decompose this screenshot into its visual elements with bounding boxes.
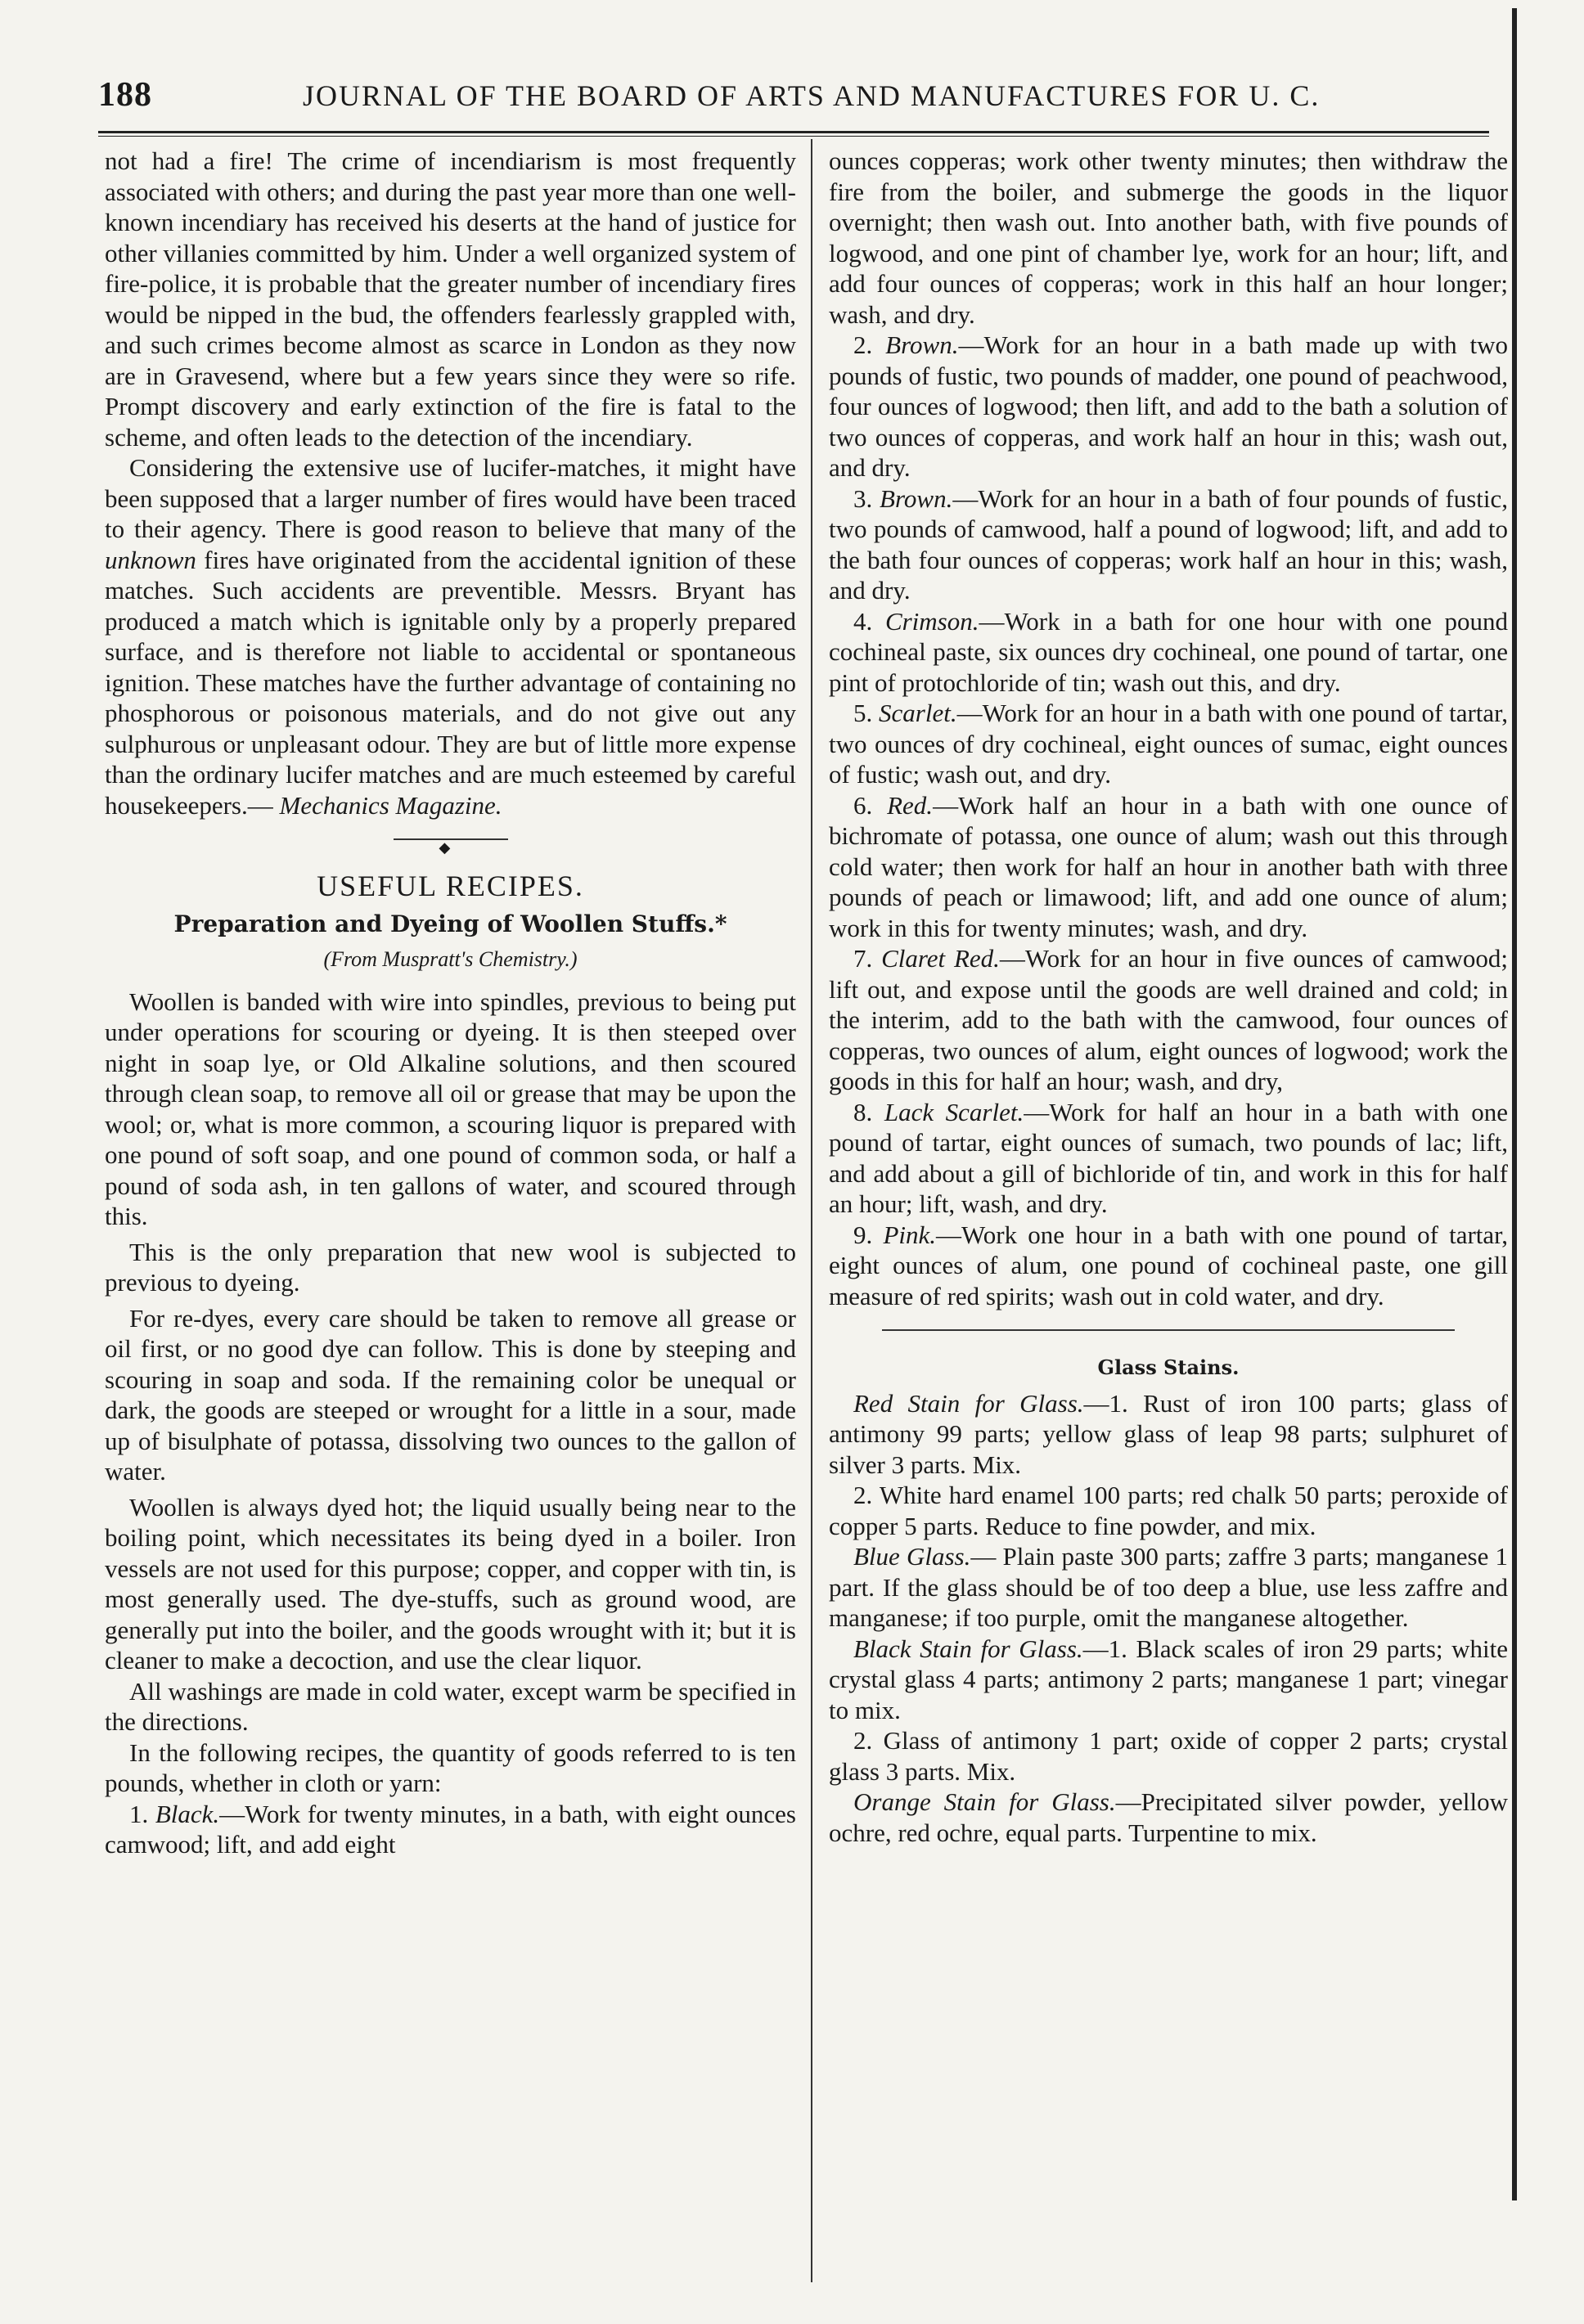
page-number: 188 xyxy=(98,76,152,114)
paragraph: not had a fire! The crime of incendiarism is most frequently associated with others; and during the past year more than one well-known incendiary has received his deserts at the hand of justice for other villanies committed by him. Under a well organized system of fire-police, it is probable that the greater number of incendiary fires would be nipped in the bud, the offenders fearlessly grappled with, and such crimes become almost as scarce in London as they now are in Gravesend, where but a few years since they were so rife. Prompt discovery and early extinction of the fire is fatal to the scheme, and often leads to the detection of the incendiary. xyxy=(105,146,796,452)
recipe-item: 7. Claret Red.—Work for an hour in five ounces of camwood; lift out, and expose until the goods are well drained and cold; in the interim, add to the bath with the camwood, four ounces of copperas, two ounces of alum, eight ounces of logwood; work the goods in this for half an hour; wash, and dry, xyxy=(829,944,1508,1095)
recipe-item: 3. Brown.—Work for an hour in a bath of four pounds of fustic, two pounds of camwood, half a pound of logwood; lift, and add to the bath four ounces of copperas; work half an hour in this; wash, and dry. xyxy=(829,483,1508,605)
recipe-item: 6. Red.—Work half an hour in a bath with one ounce of bichromate of potassa, one ounce of alum; wash out this through cold water; then work for half an hour in another bath with three pounds of peach or limawood; lift, and add one ounce of alum; work in this for twenty minutes; wash, and dry. xyxy=(829,790,1508,942)
recipe-item: Blue Glass.— Plain paste 300 parts; zaffre 3 parts; manganese 1 part. If the glass should be of too deep a blue, use less zaffre and manganese; if too purple, omit the manganese altogether. xyxy=(829,1542,1508,1632)
recipe-item: Orange Stain for Glass.—Precipitated silver powder, yellow ochre, red ochre, equal parts. Turpentine to mix. xyxy=(829,1787,1508,1847)
recipe-item: 9. Pink.—Work one hour in a bath with one pound of tartar, eight ounces of alum, one pound of cochineal paste, one gill measure of red spirits; wash out in cold water, and dry. xyxy=(829,1220,1508,1310)
recipe-item: 1. Black.—Work for twenty minutes, in a bath, with eight ounces camwood; lift, and add eight xyxy=(105,1799,796,1859)
column-divider xyxy=(811,139,812,2282)
paragraph: Woollen is banded with wire into spindles, previous to being put under operations for scouring or dyeing. It is then steeped over night in soap lye, or Old Alkaline solutions, and then scoured through clean soap, to remove all oil or grease that may be upon the wool; or, what is more common, a scouring liquor is prepared with one pound of soft soap, and one pound of common soda, or half a pound of soda ash, in ten gallons of water, and scoured through this. xyxy=(105,987,796,1230)
section-title: USEFUL RECIPES. xyxy=(317,870,584,902)
recipe-item: 2. Brown.—Work for an hour in a bath made up with two pounds of fustic, two pounds of madder, one pound of peachwood, four ounces of logwood; then lift, and add to the bath a solution of two ounces of copperas, and work half an hour in this; wash out, and dry. xyxy=(829,330,1508,482)
recipe-item: Red Stain for Glass.—1. Rust of iron 100 parts; glass of antimony 99 parts; yellow glass of leap 98 parts; sulphuret of silver 3 parts. Mix. xyxy=(829,1388,1508,1479)
recipe-item: 2. Glass of antimony 1 part; oxide of copper 2 parts; crystal glass 3 parts. Mix. xyxy=(829,1726,1508,1786)
paragraph: In the following recipes, the quantity of goods referred to is ten pounds, whether in cloth or yarn: xyxy=(105,1737,796,1797)
subsection-title: Preparation and Dyeing of Woollen Stuffs.* xyxy=(173,910,727,937)
recipe-item: 5. Scarlet.—Work for an hour in a bath with one pound of tartar, two ounces of dry cochineal, eight ounces of sumac, eight ounces of fustic; wash out, and dry. xyxy=(829,699,1508,789)
paragraph: ounces copperas; work other twenty minutes; then withdraw the fire from the boiler, and submerge the goods in the liquor overnight; then wash out. Into another bath, with five pounds of logwood, and one pint of chamber lye, work for an hour; lift, and add four ounces of copperas; work in this half an hour longer; wash, and dry. xyxy=(829,146,1508,329)
source-note: (From Muspratt's Chemistry.) xyxy=(323,947,578,971)
recipe-item: 2. White hard enamel 100 parts; red chalk 50 parts; peroxide of copper 5 parts. Reduce to fine powder, and mix. xyxy=(829,1481,1508,1540)
paragraph: All washings are made in cold water, except warm be specified in the directions. xyxy=(105,1676,796,1736)
recipe-item: 8. Lack Scarlet.—Work for half an hour in a bath with one pound of tartar, eight ounces of sumach, two pounds of lac; lift, and add about a gill of bichloride of tin, and work in this for half an hour; lift, wash, and dry. xyxy=(829,1097,1508,1218)
page-edge-bar xyxy=(1512,8,1517,2200)
paragraph: This is the only preparation that new wool is subjected to previous to dyeing. xyxy=(105,1237,796,1297)
paragraph: Considering the extensive use of lucifer-matches, it might have been supposed that a larger number of fires would have been traced to their agency. There is good reason to believe that many of the unknown fires have originated from the accidental ignition of these matches. Such accidents are preventible. Messrs. Bryant has produced a match which is ignitable only by a properly prepared surface, and is therefore not liable to accidental or spontaneous ignition. These matches have the further advantage of containing no phosphorous or poisonous materials, and do not give out any sulphurous or unpleasant odour. They are but of little more expense than the ordinary lucifer matches and are much esteemed by careful housekeepers.— Mechanics Magazine. xyxy=(105,453,796,820)
right-column xyxy=(829,146,1508,2272)
paragraph: Woollen is always dyed hot; the liquid usually being near to the boiling point, which necessitates its being dyed in a boiler. Iron vessels are not used for this purpose; copper, and copper with tin, is most generally used. The dye-stuffs, such as ground wood, are generally put into the boiler, and the goods wrought with it; but it is cleaner to make a decoction, and use the clear liquor. xyxy=(105,1492,796,1674)
section-rule xyxy=(882,1329,1455,1331)
header-rule xyxy=(98,131,1489,137)
source-citation: Mechanics Magazine. xyxy=(279,790,502,820)
running-head: JOURNAL OF THE BOARD OF ARTS AND MANUFACTURES FOR U. C. xyxy=(303,79,1321,112)
recipe-item: Black Stain for Glass.—1. Black scales of iron 29 parts; white crystal glass 4 parts; antimony 2 parts; manganese 1 part; vinegar to mix. xyxy=(829,1634,1508,1724)
paragraph: For re-dyes, every care should be taken to remove all grease or oil first, or no good dye can follow. This is done by steeping and scouring in soap and soda. If the remaining color be unequal or dark, the goods are steeped or wrought for a little in a sour, made up of bisulphate of potassa, dissolving two ounces to the gallon of water. xyxy=(105,1303,796,1486)
glass-stains-title: Glass Stains. xyxy=(1097,1355,1240,1379)
ornament-separator: ◆ xyxy=(394,838,508,848)
recipe-item: 4. Crimson.—Work in a bath for one hour with one pound cochineal paste, six ounces dry cochineal, one pound of tartar, one pint of protochloride of tin; wash out this, and dry. xyxy=(829,606,1508,697)
left-column xyxy=(105,146,796,2272)
page-header xyxy=(98,75,1489,124)
